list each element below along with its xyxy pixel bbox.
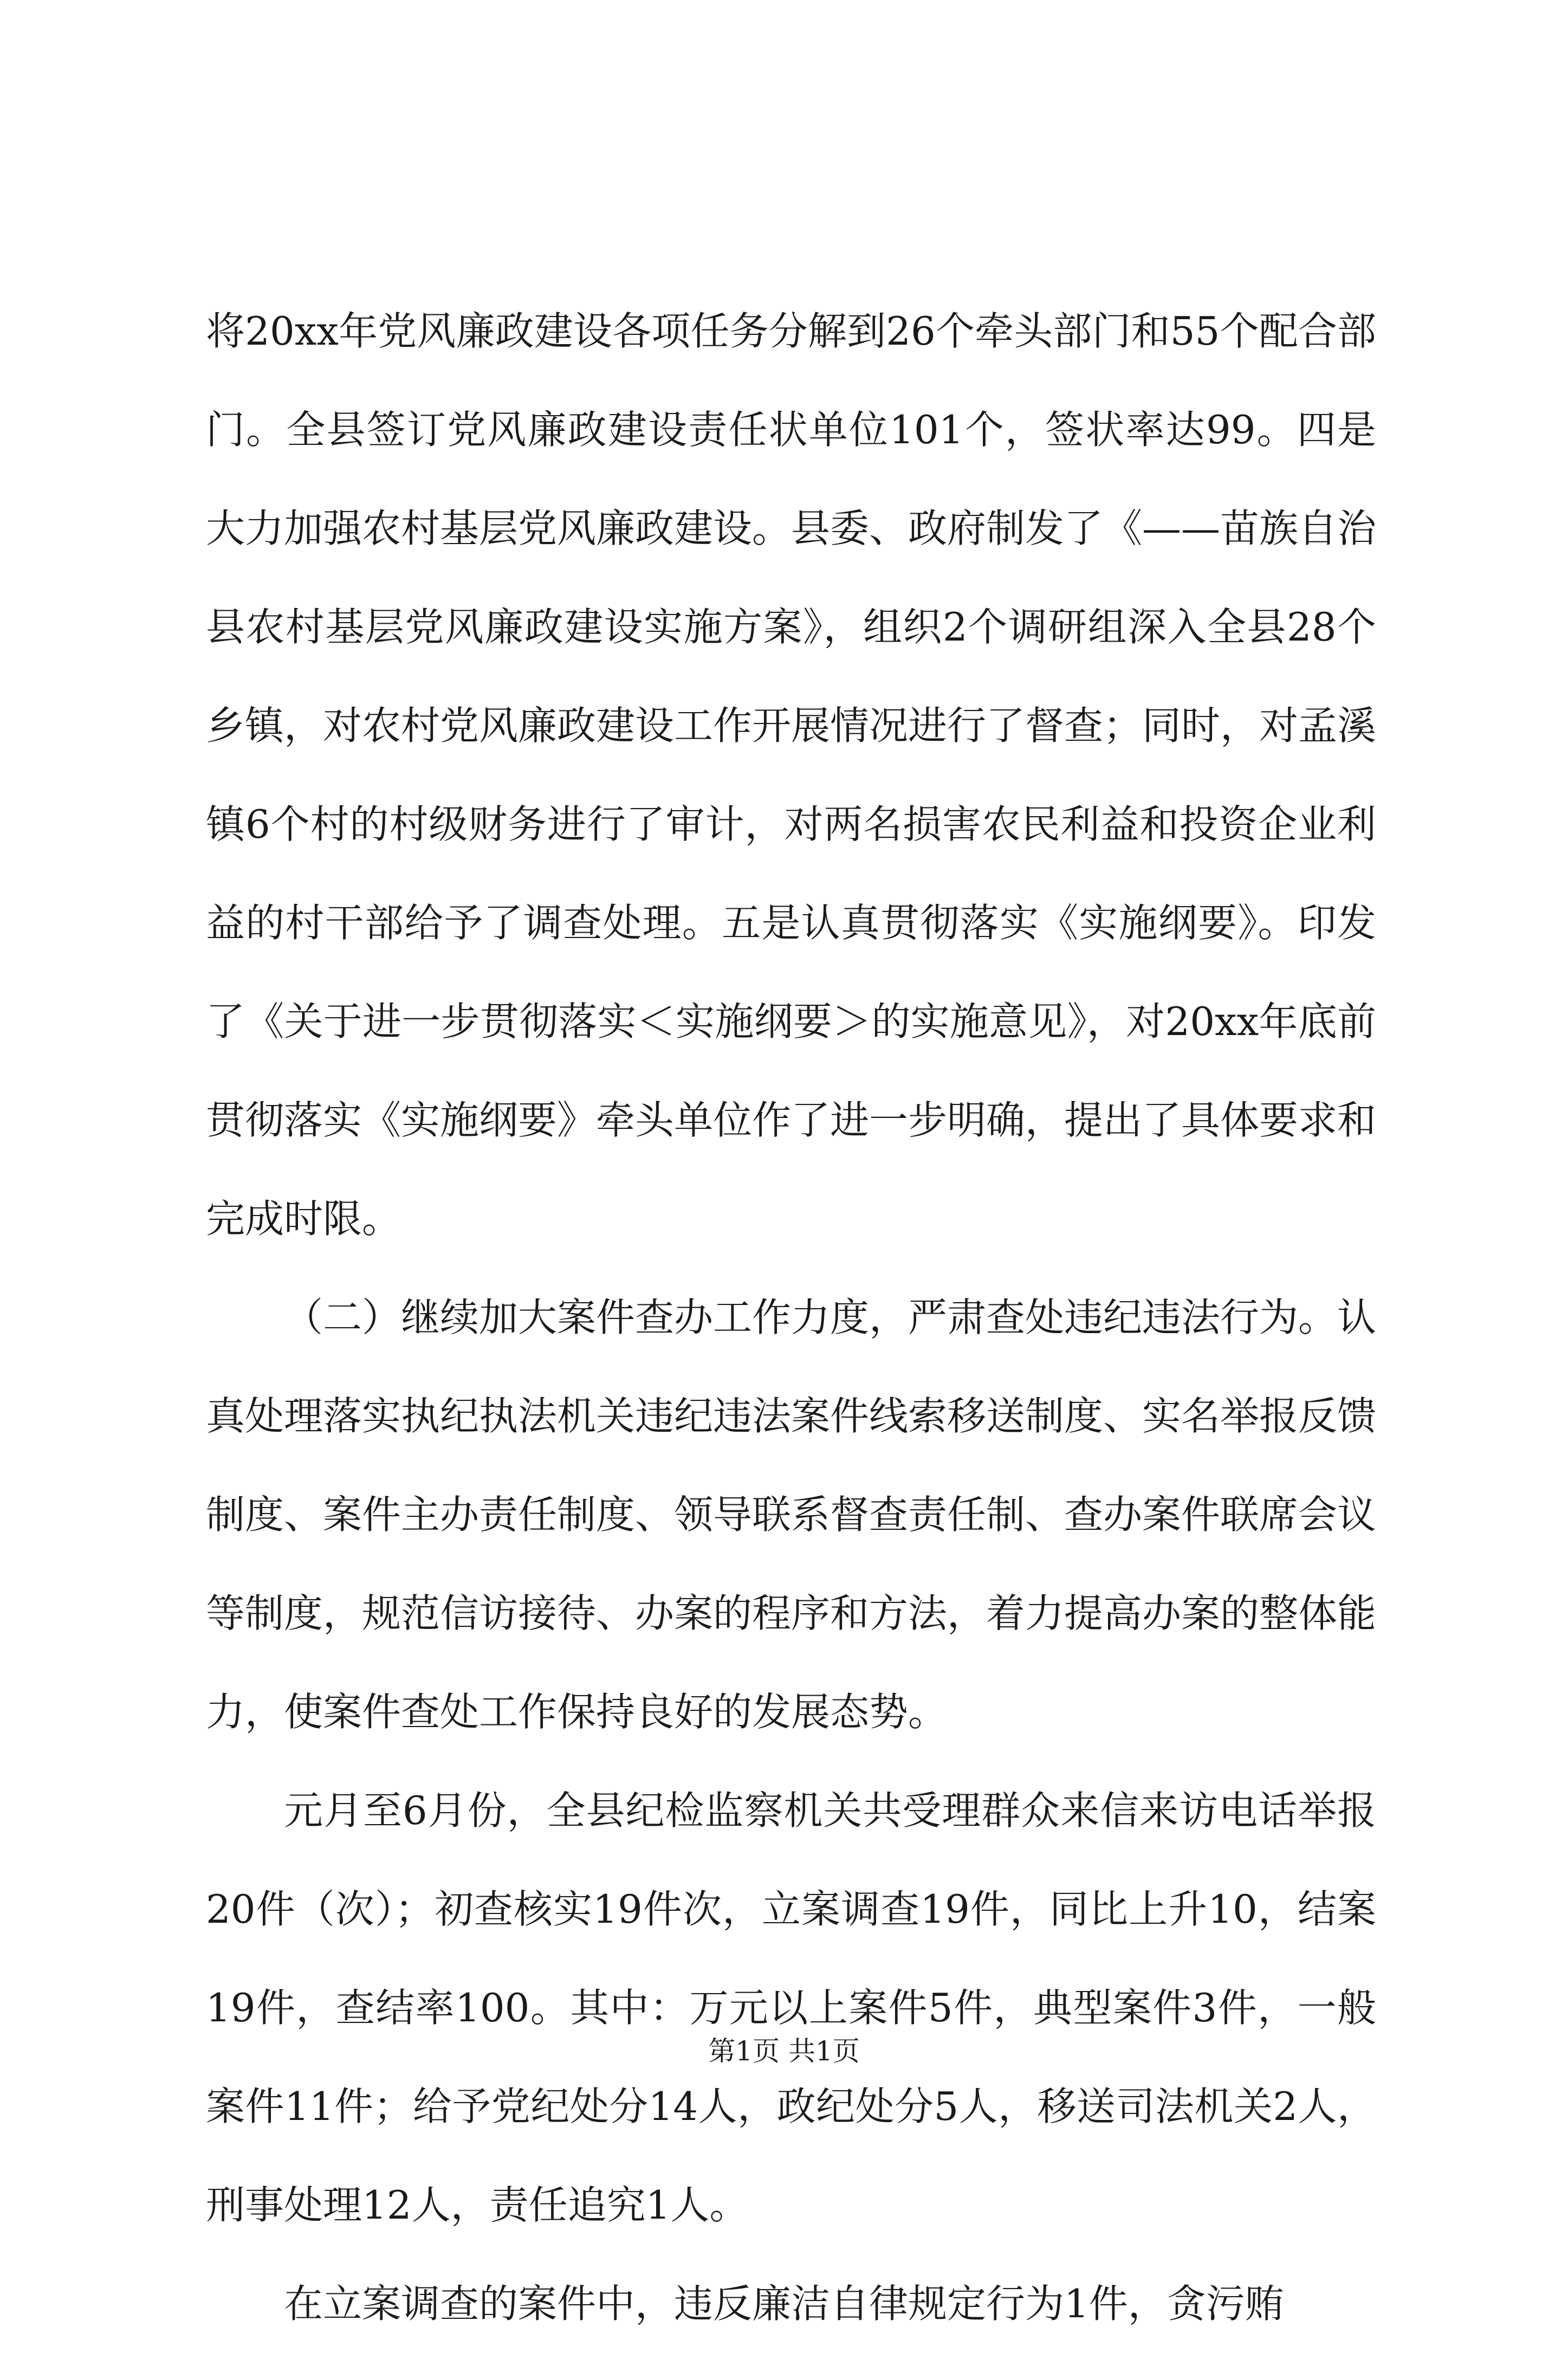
paragraph-case-handling: （二）继续加大案件查办工作力度，严肃查处违纪违法行为。认真处理落实执纪执法机关违纪违法案件线索移送制度、实名举报反馈制度、案件主办责任制度、领导联系督查责任制、查办案件联席会议等制度，规范信访接待、办案的程序和方法，着力提高办案的整体能力，使案件查处工作保持良好的发展态势。 bbox=[206, 1295, 1377, 1735]
paragraph-task-breakdown: 将20xx年党风廉政建设各项任务分解到26个牵头部门和55个配合部门。全县签订党风廉政建设责任状单位101个，签状率达99。四是大力加强农村基层党风廉政建设。县委、政府制发了《——苗族自治县农村基层党风廉政建设实施方案》，组织2个调研组深入全县28个乡镇，对农村党风廉政建设工作开展情况进行了督查；同时，对孟溪镇6个村的村级财务进行了审计，对两名损害农民利益和投资企业利益的村干部给予了调查处理。五是认真贯彻落实《实施纲要》。印发了《关于进一步贯彻落实＜实施纲要＞的实施意见》，对20xx年底前贯彻落实《实施纲要》牵头单位作了进一步明确，提出了具体要求和完成时限。 bbox=[206, 308, 1377, 1242]
page-footer: 第1页 共1页 bbox=[708, 2035, 860, 2067]
paragraph-case-types: 在立案调查的案件中，违反廉洁自律规定行为1件，贪污贿 bbox=[284, 2281, 1284, 2326]
paragraph-case-statistics: 元月至6月份，全县纪检监察机关共受理群众来信来访电话举报20件（次）；初查核实19件次，立案调查19件，同比上升10，结案19件，查结率100。其中：万元以上案件5件，典型案件3件，一般案件11件；给予党纪处分14人，政纪处分5人，移送司法机关2人，刑事处理12人，责任追究1人。 bbox=[206, 1788, 1376, 2228]
